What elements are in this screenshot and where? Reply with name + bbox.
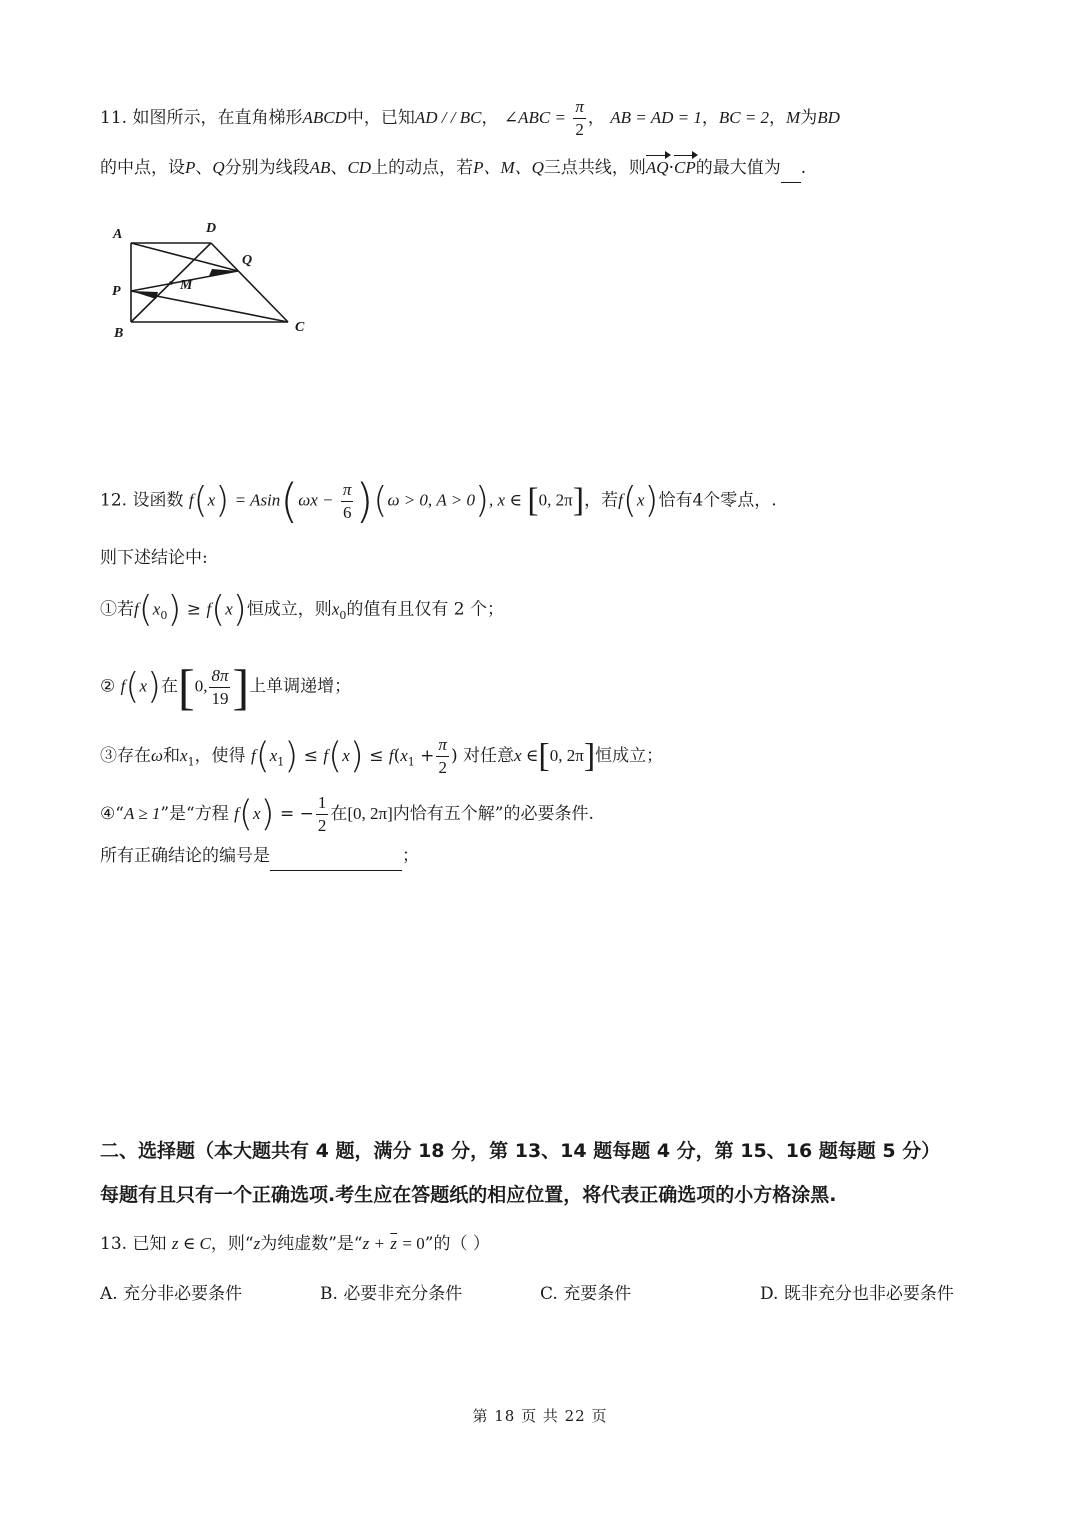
q11-number: 11. xyxy=(100,108,128,128)
q12-conclusion-1: ①若$f(x_0) \ge f(x)$恒成立，则$x_0$的值有且仅有 2 个； xyxy=(100,589,504,630)
q12-intro: 则下述结论中: xyxy=(100,548,208,568)
q12-line1: 12. 设函数 f(x) = Asin(ωx − $\frac{\pi}{6}$ )(ω > 0, A > 0), x ∈ [0, 2π]，若f(x)恰有4个零点，. xyxy=(100,474,777,528)
segment-aq xyxy=(131,243,238,271)
q12-conclusion-4: ④“A ≥ 1”是“方程 f(x) = − $\frac{1}{2}$ 在[0, 2π]内恰有五个解”的必要条件. xyxy=(100,793,594,835)
arrowhead-cp xyxy=(131,291,158,299)
label-d: D xyxy=(206,221,217,236)
section-2-title: 二、选择题（本大题共有 4 题，满分 18 分，第 13、14 题每题 4 分，第 15、16 题每题 5 分） xyxy=(100,1140,941,1162)
label-q: Q xyxy=(242,253,253,268)
pi-over-2-fraction: $\frac{\pi}{2}$ xyxy=(575,97,584,139)
label-b: B xyxy=(114,326,124,341)
pi-over-2-fraction-q12: $\frac{\pi}{2}$ xyxy=(438,735,447,777)
q12-ask: 所有正确结论的编号是 ； xyxy=(100,842,419,871)
q12-conclusion-2: ② f(x)在[0, $\frac{8\pi}{19}$ ]上单调递增； xyxy=(100,659,352,715)
q12-number: 12. xyxy=(100,490,128,511)
q13-option-c[interactable]: C. 充要条件 xyxy=(540,1284,632,1304)
label-c: C xyxy=(295,320,305,335)
q13-number: 13. xyxy=(100,1234,128,1254)
point-m xyxy=(169,281,173,285)
answer-blank-q12 xyxy=(270,842,402,871)
page-footer: 第 18 页 共 22 页 xyxy=(472,1407,608,1425)
q11-line2: 的中点，设P、Q分别为线段AB、CD上的动点，若P、M、Q三点共线，则AQ·CP的最大值为 . xyxy=(100,154,806,183)
q11-line1: 11. 如图所示，在直角梯形ABCD中，已知AD / / BC， ∠ABC = $\frac{\pi}{2}$ ， AB = AD = 1，BC = 2，M为BD xyxy=(100,97,840,139)
vector-cp: CP xyxy=(674,154,696,182)
q13-option-d[interactable]: D. 既非充分也非必要条件 xyxy=(760,1284,954,1304)
trapezoid-figure xyxy=(108,215,318,345)
label-p: P xyxy=(112,284,121,299)
vector-aq: AQ xyxy=(646,154,669,182)
q12-conclusion-3: ③存在ω和$x_1$，使得 $f(x_1) \le f(x) \le f(x_1$ + $\frac{\pi}{2}$ ) 对任意x ∈[0, 2π]恒成立； xyxy=(100,735,664,777)
answer-blank-q11 xyxy=(781,154,801,183)
q13-option-b[interactable]: B. 必要非充分条件 xyxy=(320,1284,463,1304)
pi-over-6-fraction: $\frac{\pi}{6}$ xyxy=(342,479,352,522)
q13-option-a[interactable]: A. 充分非必要条件 xyxy=(100,1284,243,1304)
one-half-fraction: $\frac{1}{2}$ xyxy=(317,793,327,835)
label-m: M xyxy=(180,278,193,293)
label-a: A xyxy=(113,227,123,242)
section-2-subtitle: 每题有且只有一个正确选项.考生应在答题纸的相应位置，将代表正确选项的小方格涂黑. xyxy=(100,1184,837,1206)
eight-pi-over-19-fraction: $\frac{8\pi}{19}$ xyxy=(211,665,229,708)
q13-stem: 13. 已知 z ∈ C，则“z为纯虚数”是“$z + \overline{z} = 0$”的（ ） xyxy=(100,1234,490,1254)
